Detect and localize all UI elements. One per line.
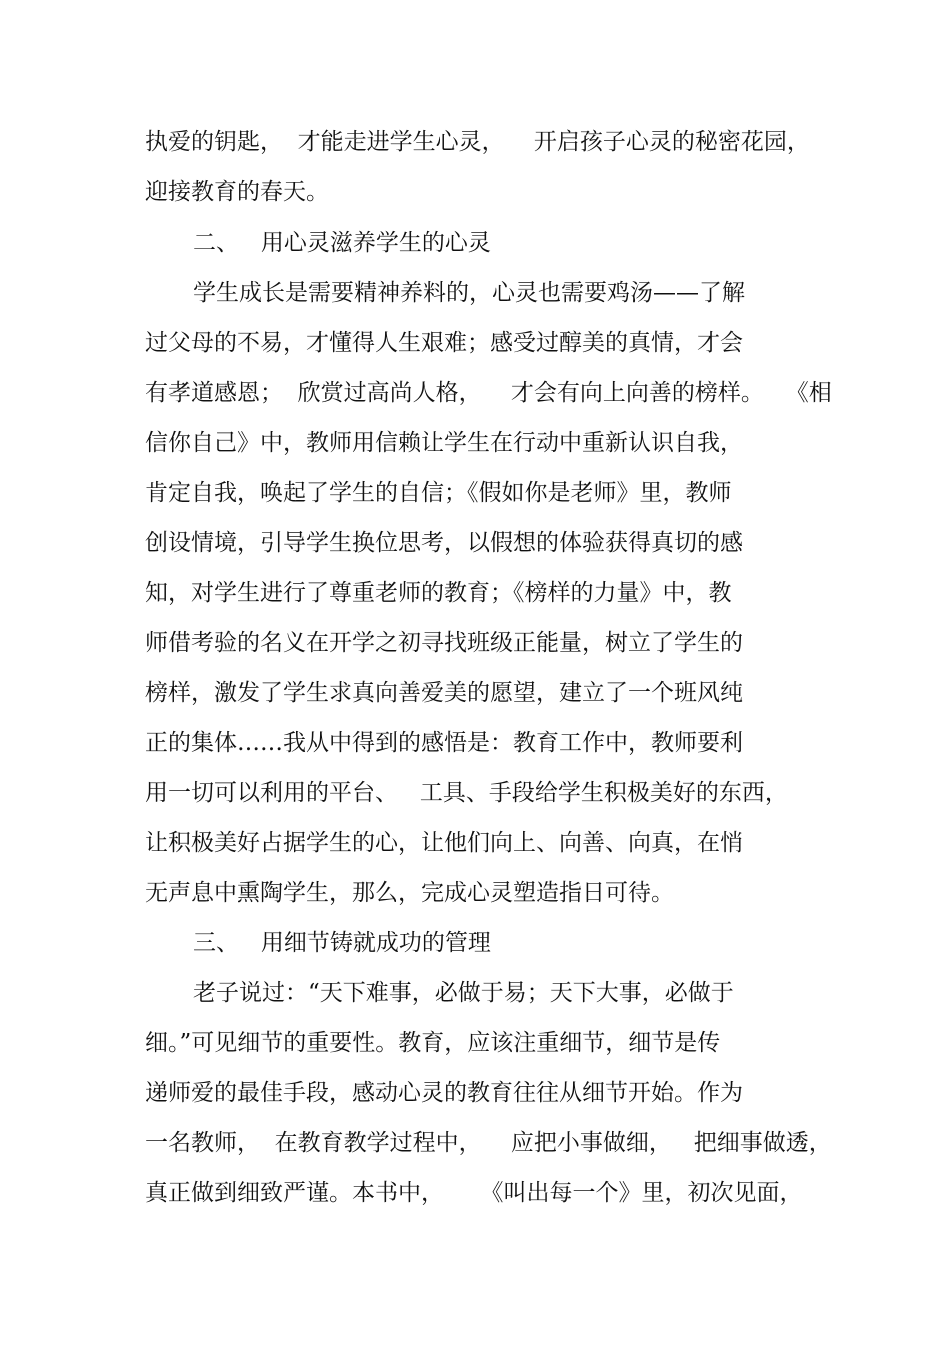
text-line: 让积极美好占据学生的心，让他们向上、向善、向真，在悄 <box>145 830 743 856</box>
text-line: 无声息中熏陶学生，那么，完成心灵塑造指日可待。 <box>145 880 674 906</box>
text-line: 递师爱的最佳手段，感动心灵的教育往往从细节开始。作为 <box>145 1080 743 1106</box>
text-line: 用一切可以利用的平台、 工具、手段给学生积极美好的东西， <box>145 780 788 806</box>
paragraph-start: 学生成长是需要精神养料的，心灵也需要鸡汤——了解 <box>193 280 745 306</box>
section-heading: 二、 用心灵滋养学生的心灵 <box>193 230 491 256</box>
text-line: 细。”可见细节的重要性。教育，应该注重细节，细节是传 <box>145 1030 721 1056</box>
text-line: 信你自己》中，教师用信赖让学生在行动中重新认识自我， <box>145 430 743 456</box>
text-line: 创设情境，引导学生换位思考，以假想的体验获得真切的感 <box>145 530 743 556</box>
text-line: 榜样，激发了学生求真向善爱美的愿望，建立了一个班风纯 <box>145 680 743 706</box>
text-line: 过父母的不易，才懂得人生艰难；感受过醇美的真情，才会 <box>145 330 743 356</box>
text-line: 真正做到细致严谨。本书中， 《叫出每一个》里，初次见面， <box>145 1180 803 1206</box>
text-line: 知，对学生进行了尊重老师的教育；《榜样的力量》中，教 <box>145 580 732 606</box>
text-line: 一名教师， 在教育教学过程中， 应把小事做细， 把细事做透， <box>145 1130 832 1156</box>
text-line: 师借考验的名义在开学之初寻找班级正能量，树立了学生的 <box>145 630 743 656</box>
text-line: 有孝道感恩； 欣赏过高尚人格， 才会有向上向善的榜样。 《相 <box>145 380 832 406</box>
text-line: 正的集体……我从中得到的感悟是：教育工作中，教师要利 <box>145 730 743 756</box>
text-line: 肯定自我，唤起了学生的自信；《假如你是老师》里，教师 <box>145 480 732 506</box>
paragraph-start: 老子说过：“天下难事，必做于易；天下大事，必做于 <box>193 980 734 1006</box>
text-line: 执爱的钥匙， 才能走进学生心灵， 开启孩子心灵的秘密花园， <box>145 129 810 155</box>
section-heading: 三、 用细节铸就成功的管理 <box>193 930 491 956</box>
text-line: 迎接教育的春天。 <box>145 179 329 205</box>
